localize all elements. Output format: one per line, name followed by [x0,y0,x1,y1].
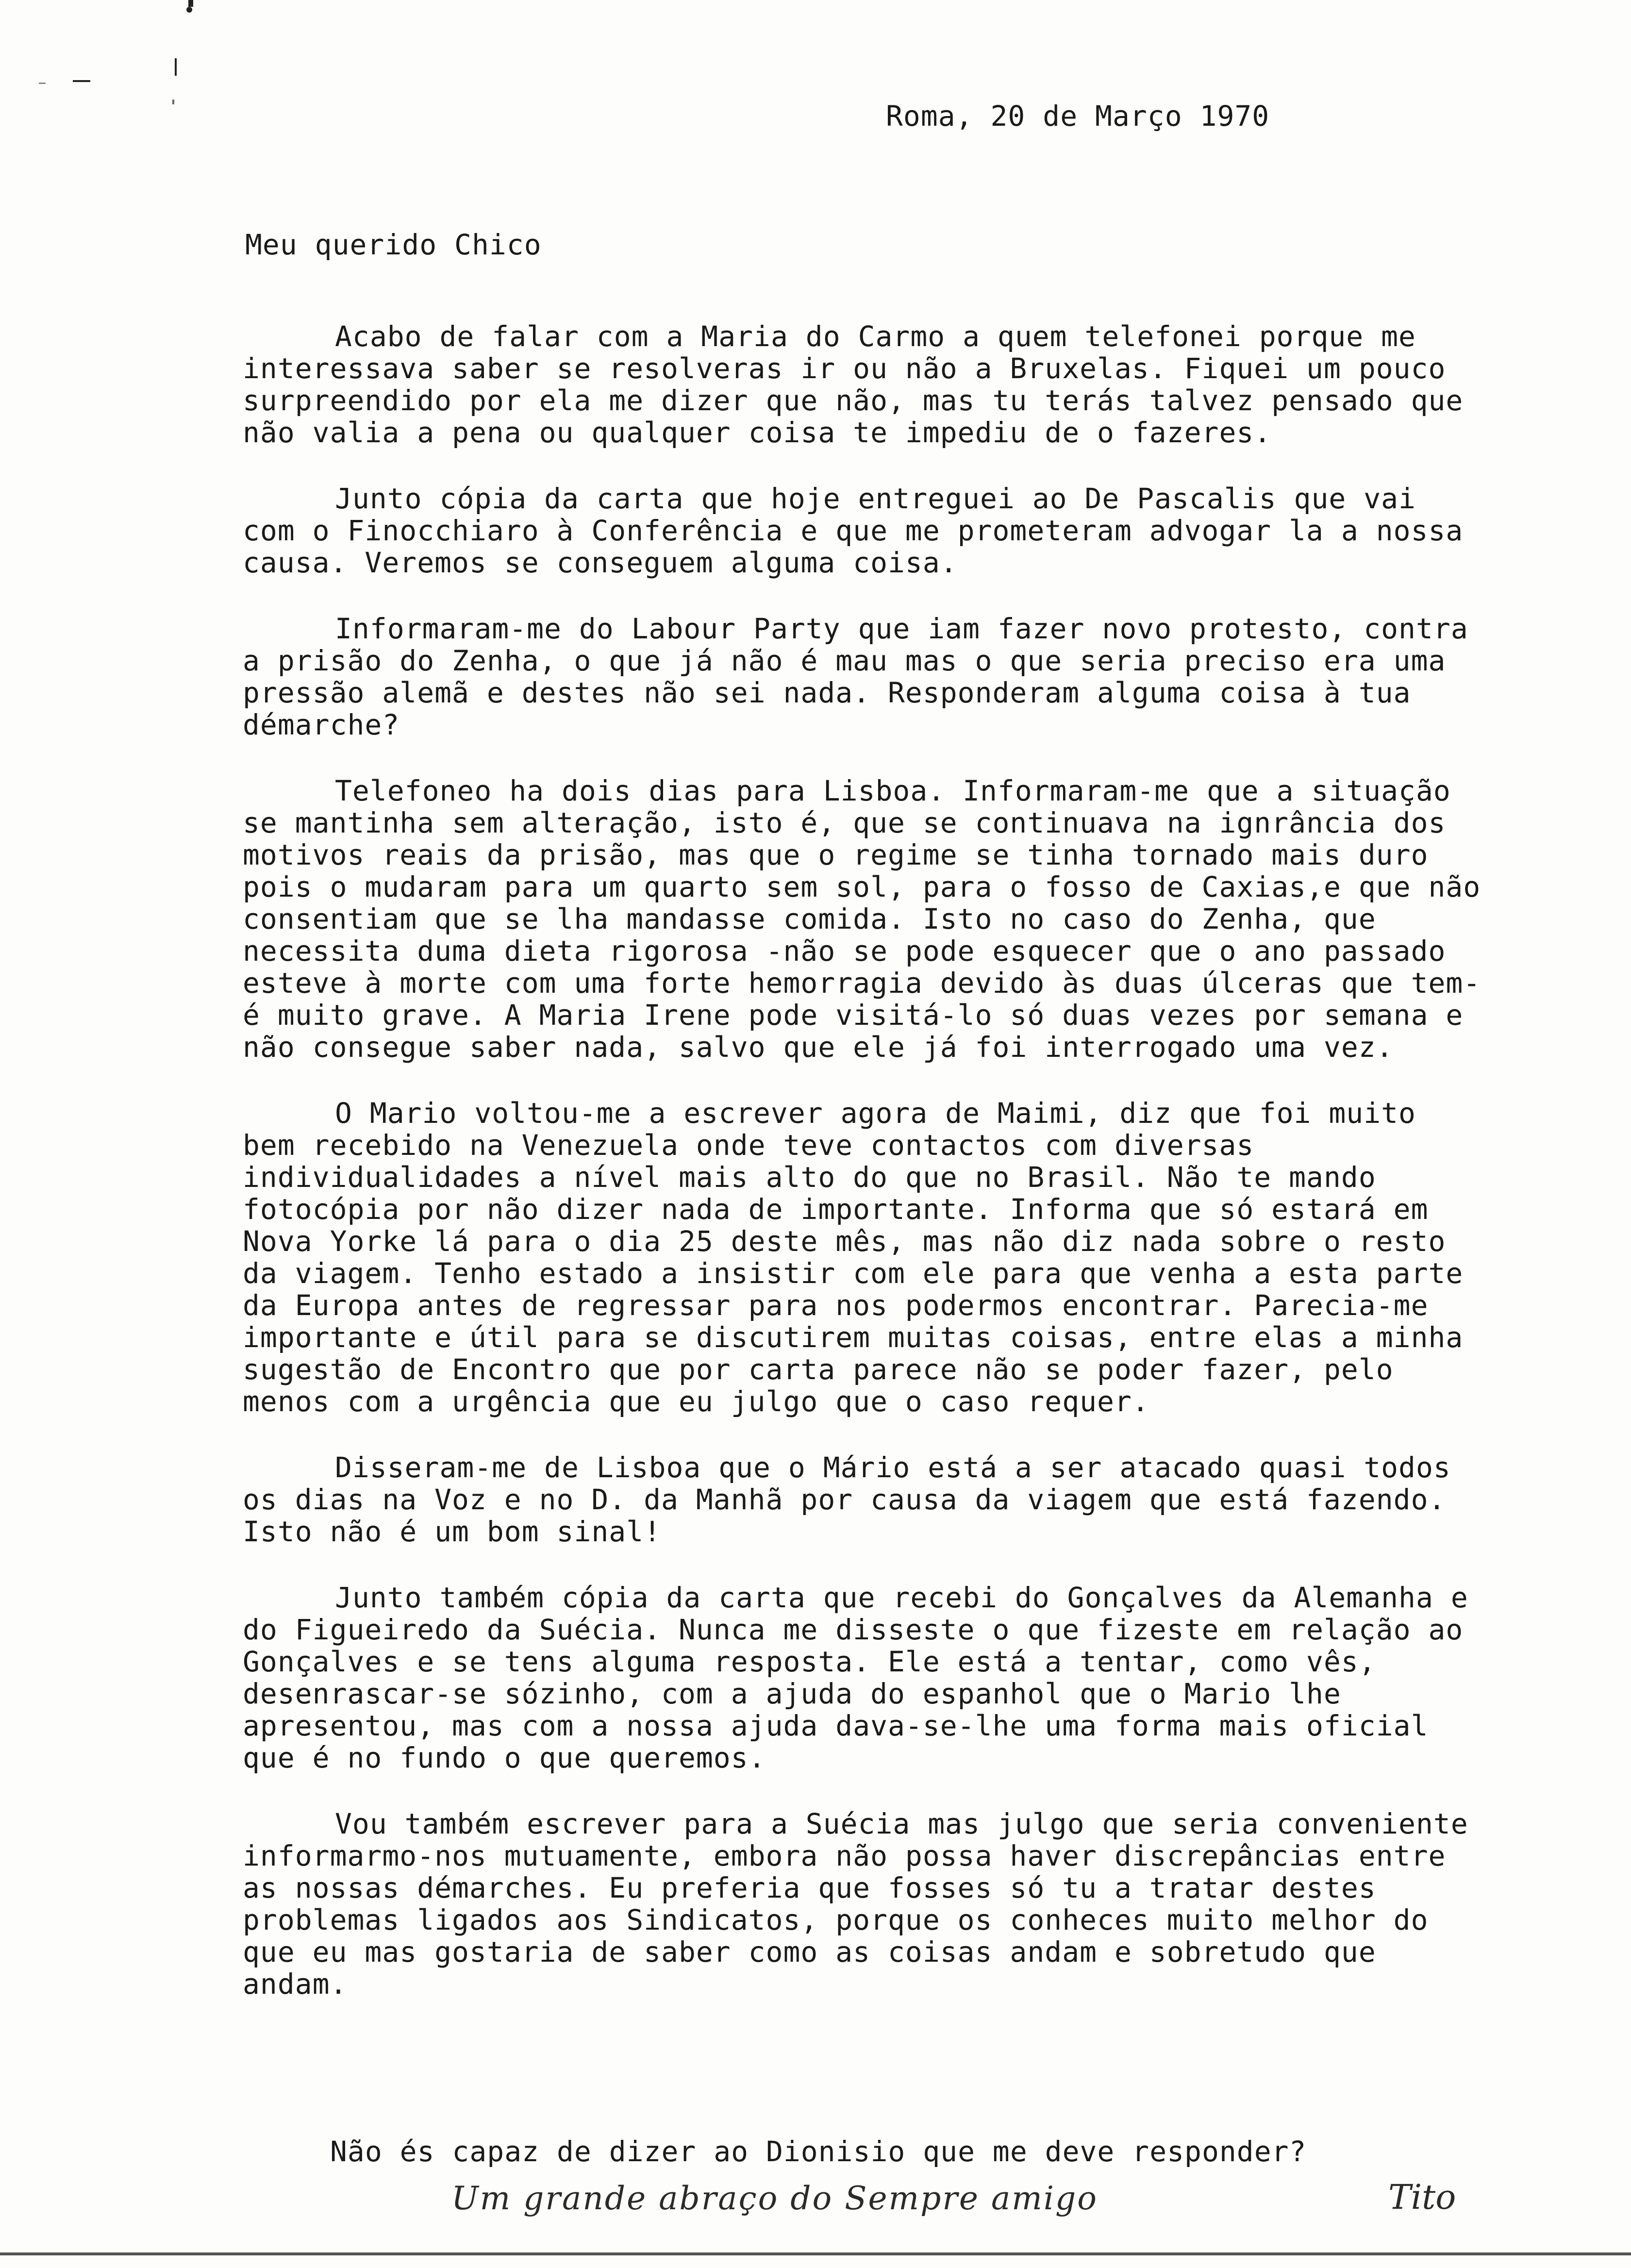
handwritten-signature: Tito [1388,2177,1456,2217]
paragraph: Telefoneo ha dois dias para Lisboa. Informaram-me que a situação se mantinha sem alteração, isto é, que se continuava na ignrância dos motivos reais da prisão, mas que o regime se tinha tornado mais duro pois o mudaram para um quarto sem sol, para o fosso de Caxias,e que não consentiam que se lha mandasse comida. Isto no caso do Zenha, que necessita duma dieta rigorosa -não se pode esquecer que o ano passado esteve à morte com uma forte hemorragia devido às duas úlceras que tem- é muito grave. A Maria Irene pode visitá-lo só duas vezes por semana e não consegue saber nada, salvo que ele já foi interrogado uma vez. [243,774,1481,1064]
paragraph: Vou também escrever para a Suécia mas julgo que seria conveniente informarmo-nos mutuamente, embora não possa haver discrepâncias entre as nossas démarches. Eu preferia que fosses só tu a tratar destes problemas ligados aos Sindicatos, porque os conheces muito melhor do que eu mas gostaria de saber como as coisas andam e sobretudo que andam. [243,1807,1468,2001]
paragraph: Disseram-me de Lisboa que o Mário está a ser atacado quasi todos os dias na Voz e no D. da Manhã por causa da viagem que está fazendo. Isto não é um bom sinal! [243,1451,1451,1548]
salutation: Meu querido Chico [245,228,542,261]
ink-mark [172,100,174,104]
paragraph: Junto cópia da carta que hoje entreguei ao De Pascalis que vai com o Finocchiaro à Conferência e que me prometeram advogar la a nossa causa. Veremos se conseguem alguma coisa. [243,482,1464,579]
ink-mark [73,80,90,82]
paragraph: Informaram-me do Labour Party que iam fazer novo protesto, contra a prisão do Zenha, o que já não é mau mas o que seria preciso era uma pressão alemã e destes não sei nada. Responderam alguma coisa à tua démarche? [243,612,1468,741]
ink-mark [188,0,193,7]
page-bottom-edge [0,2252,1631,2255]
ink-mark [186,7,192,13]
paragraph: Acabo de falar com a Maria do Carmo a quem telefonei porque me interessava saber se resolveras ir ou não a Bruxelas. Fiquei um pouco surpreendido por ela me dizer que não, mas tu terás talvez pensado que não valia a pena ou qualquer coisa te impediu de o fazeres. [243,320,1464,449]
letter-body [243,320,1485,2034]
ink-mark [39,83,46,84]
handwritten-closing: Um grande abraço do Sempre amigo [451,2180,1098,2217]
letter-date: Roma, 20 de Março 1970 [886,100,1270,133]
paragraph: O Mario voltou-me a escrever agora de Maimi, diz que foi muito bem recebido na Venezuela onde teve contactos com diversas individualidades a nível mais alto do que no Brasil. Não te mando fotocópia por não dizer nada de importante. Informa que só estará em Nova Yorke lá para o dia 25 deste mês, mas não diz nada sobre o resto da viagem. Tenho estado a insistir com ele para que venha a esta parte da Europa antes de regressar para nos podermos encontrar. Parecia-me importante e útil para se discutirem muitas coisas, entre elas a minha sugestão de Encontro que por carta parece não se poder fazer, pelo menos com a urgência que eu julgo que o caso requer. [243,1097,1464,1418]
paragraph: Junto também cópia da carta que recebi do Gonçalves da Alemanha e do Figueiredo da Suécia. Nunca me disseste o que fizeste em relação ao Gonçalves e se tens alguma resposta. Ele está a tentar, como vês, desenrascar-se sózinho, com a ajuda do espanhol que o Mario lhe apresentou, mas com a nossa ajuda dava-se-lhe uma forma mais oficial que é no fundo o que queremos. [243,1581,1468,1774]
ink-mark [175,58,177,76]
closing-question: Não és capaz de dizer ao Dionisio que me deve responder? [330,2135,1307,2168]
